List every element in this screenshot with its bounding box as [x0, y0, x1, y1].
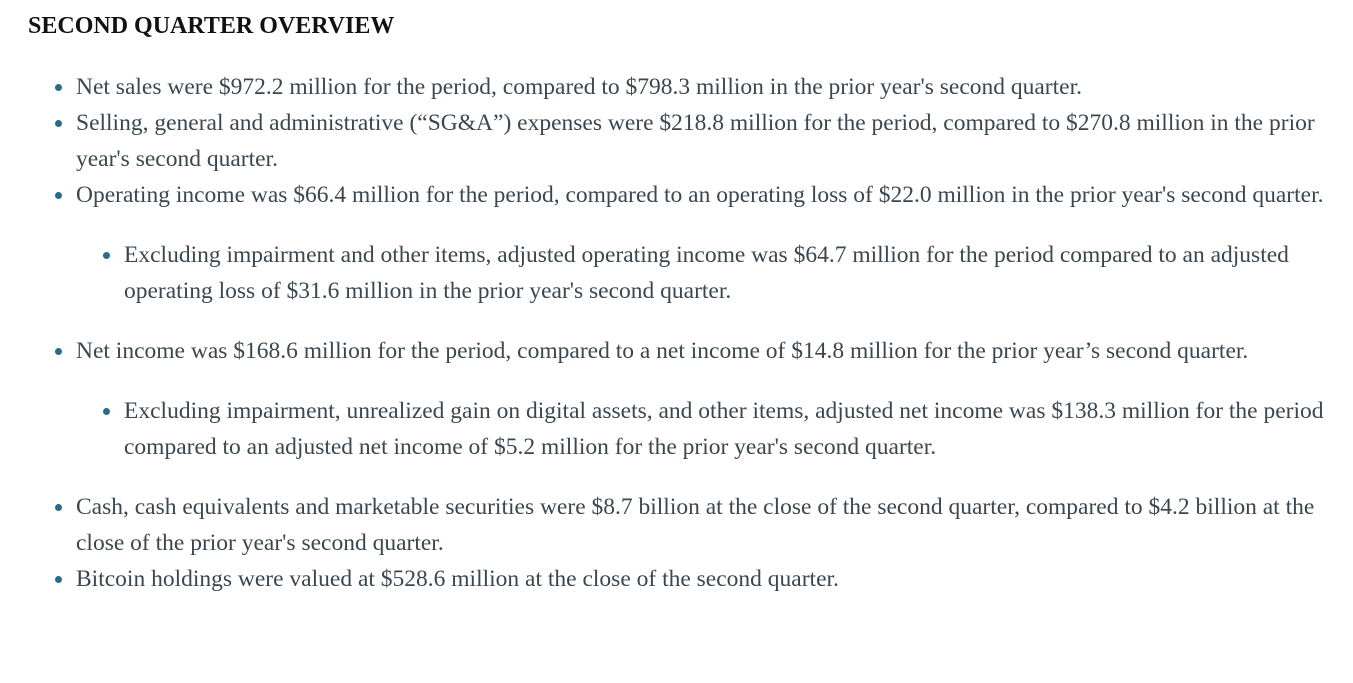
list-item-text: Net income was $168.6 million for the period, compared to a net income of $14.8 million for the prior year’s second quarter. — [76, 338, 1249, 364]
list-item-operating-income — [28, 177, 1328, 309]
bullet-icon — [55, 576, 62, 583]
list-item-sga — [28, 105, 1328, 177]
list-item-text: Cash, cash equivalents and marketable securities were $8.7 billion at the close of the second quarter, compared to $4.2 billion at the close of the prior year's second quarter. — [76, 494, 1315, 556]
list-item-adjusted-net-income — [76, 393, 1328, 465]
bullet-icon — [55, 348, 62, 355]
list-item-bitcoin — [28, 561, 1328, 597]
overview-list — [28, 69, 1328, 597]
list-item-net-income — [28, 333, 1328, 465]
bullet-icon — [55, 84, 62, 91]
bullet-icon — [55, 504, 62, 511]
bullet-icon — [55, 120, 62, 127]
list-item-text: Excluding impairment, unrealized gain on digital assets, and other items, adjusted net income was $138.3 million for the period compared to an adjusted net income of $5.2 million for the prior year's second quarter. — [124, 398, 1324, 460]
list-item-adjusted-operating-income — [76, 237, 1328, 309]
document-body — [28, 10, 1328, 597]
list-item-text: Operating income was $66.4 million for the period, compared to an operating loss of $22.0 million in the prior year's second quarter. — [76, 182, 1324, 208]
list-item-text: Bitcoin holdings were valued at $528.6 million at the close of the second quarter. — [76, 566, 839, 592]
list-item-text: Selling, general and administrative (“SG&A”) expenses were $218.8 million for the period, compared to $270.8 million in the prior year's second quarter. — [76, 110, 1315, 172]
net-income-sublist — [76, 393, 1328, 465]
bullet-icon — [103, 408, 110, 415]
list-item-text: Net sales were $972.2 million for the period, compared to $798.3 million in the prior year's second quarter. — [76, 74, 1082, 100]
bullet-icon — [103, 252, 110, 259]
list-item-cash — [28, 489, 1328, 561]
list-item-text: Excluding impairment and other items, adjusted operating income was $64.7 million for the period compared to an adjusted operating loss of $31.6 million in the prior year's second quarter. — [124, 242, 1289, 304]
page-title: SECOND QUARTER OVERVIEW — [28, 13, 395, 39]
operating-income-sublist — [76, 237, 1328, 309]
list-item-net-sales — [28, 69, 1328, 105]
bullet-icon — [55, 192, 62, 199]
